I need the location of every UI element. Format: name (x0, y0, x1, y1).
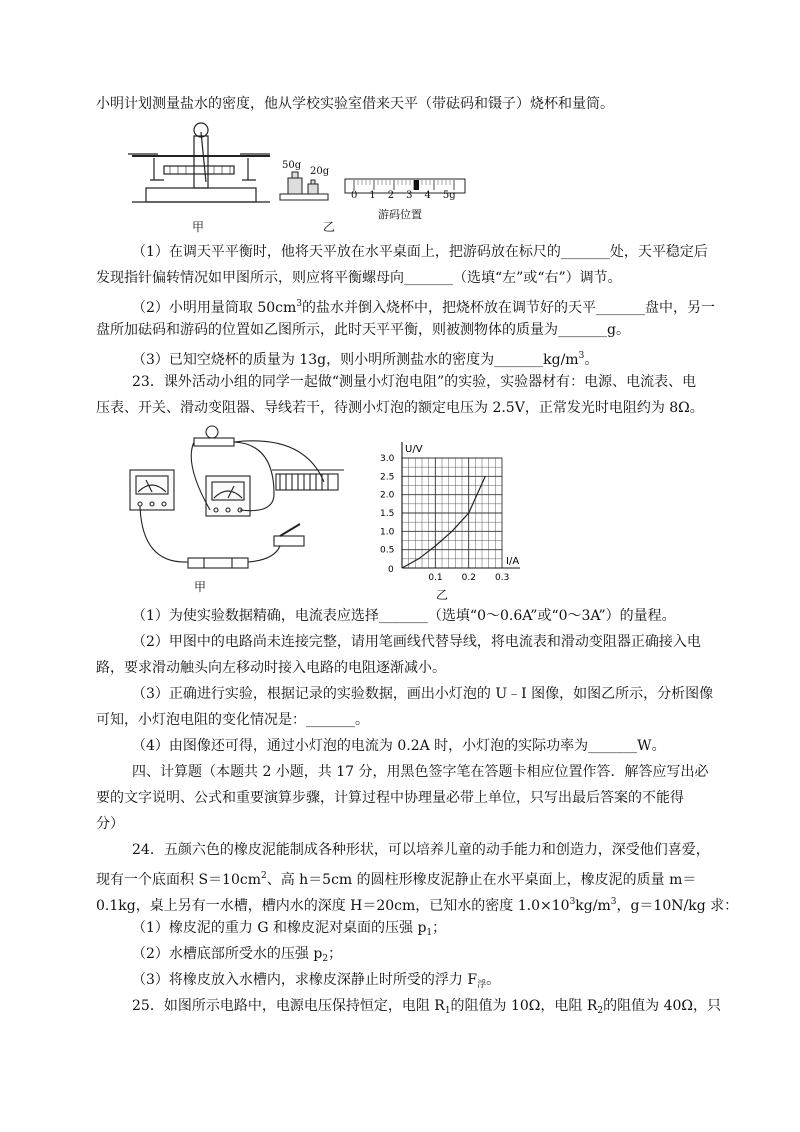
rider-marker (414, 180, 419, 190)
chart-y-tick-label: 0.5 (380, 545, 395, 556)
q23-stem-line-b: 压表、开关、滑动变阻器、导线若干，待测小灯泡的额定电压为 2.5V，正常发光时电阻约为 8Ω。 (96, 400, 704, 416)
q22-2-line-a: （2）小明用量筒取 $50cm^3$的盐水并倒入烧杯中，把烧杯放在调节好的天平_______盘中，另一 (132, 299, 716, 316)
chart-origin-label: 0 (388, 565, 394, 575)
intro-text: 小明计划测量盐水的密度，他从学校实验室借来天平（带砝码和镊子）烧杯和量筒。 (96, 96, 614, 112)
weight-20g-label: 20g (310, 166, 330, 177)
q23-3-line-b: 可知，小灯泡电阻的变化情况是：_______。 (96, 712, 369, 728)
q24-3-line: （3）将橡皮放入水槽内，求橡皮深静止时所受的浮力 $F_浮$。 (132, 972, 501, 990)
q24-line-a: 24．五颜六色的橡皮泥能制成各种形状，可以培养儿童的动手能力和创造力，深受他们喜爱， (132, 842, 710, 858)
fig2-label-jia: 甲 (194, 580, 207, 594)
section4-heading-a: 四、计算题（本题共 2 小题，共 17 分，用黑色签字笔在答题卡相应位置作答．解答应写出必 (132, 764, 709, 780)
weight-50g-label: 50g (282, 160, 302, 171)
q24-2-line: （2）水槽底部所受水的压强 $p_2$； (132, 946, 343, 964)
fig2-label-yi: 乙 (436, 588, 449, 602)
q23-2-line-b: 路，要求滑动触头向左移动时接入电路的电阻逐渐减小。 (96, 660, 446, 676)
q23-2-line-a: （2）甲图中的电路尚未连接完整，请用笔画线代替导线，将电流表和滑动变阻器正确接入电 (132, 634, 701, 650)
section4-heading-c: 分） (96, 816, 124, 832)
section4-heading-b: 要的文字说明、公式和重要演算步骤，计算过程中协理量必带上单位，只写出最后答案的不能得 (96, 790, 684, 806)
chart-y-tick-label: 2.0 (380, 490, 395, 501)
q23-4-line: （4）由图像还可得，通过小灯泡的电流为 0.2A 时，小灯泡的实际功率为_______W。 (132, 738, 666, 754)
chart-x-tick-label: 0.2 (461, 573, 476, 583)
ruler-tick-labels (351, 190, 471, 201)
chart-x-tick-label: 0.1 (428, 573, 443, 583)
ruler-tick: 3 (406, 190, 413, 201)
q23-1-line: （1）为使实验数据精确，电流表应选择_______（选填“0～0.6A”或“0～3A”）的量程。 (132, 608, 676, 624)
u-i-chart (372, 440, 522, 586)
q22-3-line: （3）已知空烧杯的质量为 13g，则小明所测盐水的密度为$\_\_\_\_\_\_\_kg/m^3$。 (132, 351, 599, 368)
circuit-figure (124, 424, 364, 580)
ruler-tick: 0 (351, 190, 358, 201)
q23-3-line-a: （3）正确进行实验，根据记录的实验数据，画出小灯泡的 U﹣I 图像，如图乙所示，分析图像 (132, 686, 714, 702)
chart-grid (402, 458, 502, 568)
ruler-caption: 游码位置 (378, 208, 422, 221)
q25-line: 25．如图所示电路中，电源电压保持恒定，电阻 $R_1$的阻值为 10Ω，电阻 $R_2$的阻值为 40Ω，只 (132, 998, 722, 1016)
q24-line-b: 现有一个底面积 $S=10cm^2$、高 h＝5cm 的圆柱形橡皮泥静止在水平桌面上，橡皮泥的质量 m＝ (96, 871, 697, 888)
ruler-tick: 5g (442, 190, 456, 201)
ruler-tick: 4 (424, 190, 431, 201)
chart-y-tick-label: 1.0 (380, 527, 395, 538)
ruler-tick: 2 (387, 190, 395, 201)
chart-y-tick-label: 2.5 (380, 472, 395, 483)
chart-y-tick-label: 1.5 (380, 509, 395, 519)
q24-line-c: 0.1kg，桌上另有一水槽，槽内水的深度 H＝20cm，已知水的密度 $1.0\times 10^3kg/m^3$，g＝10N/kg 求： (96, 897, 739, 914)
fig1-label-jia: 甲 (192, 220, 205, 234)
q22-2-line-b: 盘所加砝码和游码的位置如乙图所示，此时天平平衡，则被测物体的质量为_______g。 (96, 322, 630, 338)
chart-x-tick-label: 0.3 (495, 573, 510, 583)
chart-y-tick-label: 3.0 (380, 454, 395, 464)
chart-y-label: U/V (405, 444, 423, 455)
balance-figure (124, 118, 274, 218)
q22-1-line-b: 发现指针偏转情况如甲图所示，则应将平衡螺母向_______（选填“左”或“右”）调节。 (96, 270, 622, 286)
q23-stem-line-a: 23．课外活动小组的同学一起做“测量小灯泡电阻”的实验，实验器材有：电源、电流表、电 (132, 374, 697, 390)
chart-x-label: I/A (506, 556, 520, 567)
fig1-label-yi: 乙 (323, 220, 336, 234)
q22-1-line-a: （1）在调天平平衡时，他将天平放在水平桌面上，把游码放在标尺的_______处，天平稳定后 (132, 244, 708, 260)
q24-1-line: （1）橡皮泥的重力 G 和橡皮泥对桌面的压强 $p_1$； (132, 920, 447, 938)
ruler-tick: 1 (369, 190, 376, 201)
